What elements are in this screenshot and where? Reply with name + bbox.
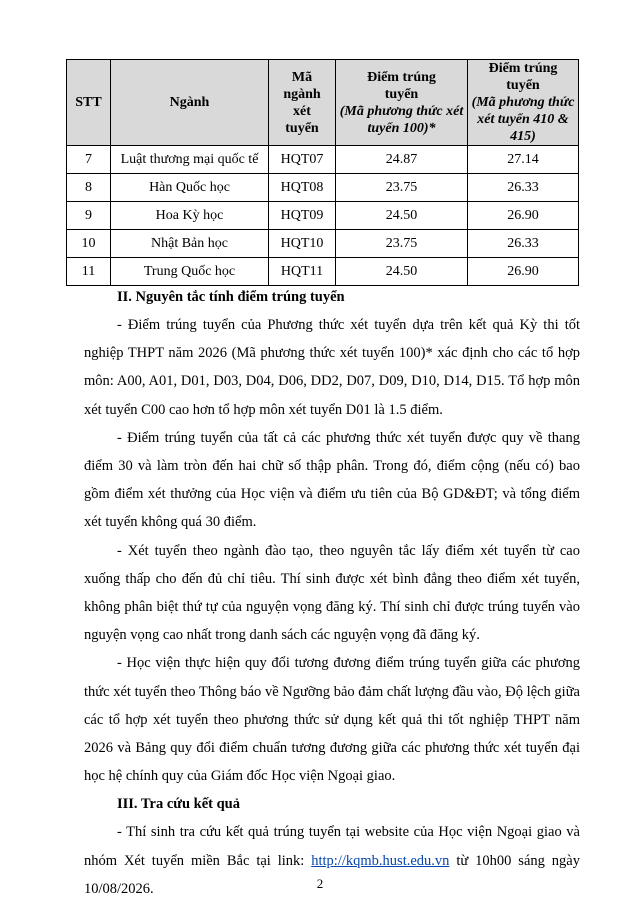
- admission-score-table: [66, 59, 579, 286]
- paragraph-principle-1: - Điểm trúng tuyển của Phương thức xét tuyển dựa trên kết quả Kỳ thi tốt nghiệp THPT năm 2026 (Mã phương thức xét tuyển 100)* xác định cho các tổ hợp môn: A00, A01, D01, D03, D04, D06, DD2, D07, D09, D10, D14, D15. Tổ hợp môn xét tuyển C00 cao hơn tổ hợp môn xét tuyển D01 là 1.5 điểm.: [84, 317, 580, 418]
- cell-nganh: Trung Quốc học: [111, 258, 269, 286]
- cell-stt: 11: [67, 258, 111, 286]
- results-lookup-link[interactable]: http://kqmb.hust.edu.vn: [311, 852, 450, 869]
- cell-stt: 8: [67, 174, 111, 202]
- table-row: [67, 174, 579, 202]
- paragraph-principle-2: - Điểm trúng tuyển của tất cả các phương thức xét tuyển được quy về thang điểm 30 và làm tròn đến hai chữ số thập phân. Trong đó, điểm cộng (nếu có) bao gồm điểm xét thưởng của Học viện và điểm ưu tiên của Bộ GD&ĐT; và tổng điểm xét tuyển không quá 30 điểm.: [84, 429, 580, 531]
- cell-nganh: Luật thương mại quốc tế: [111, 146, 269, 174]
- cell-diem-410: 26.90: [468, 258, 579, 286]
- page-number: 2: [316, 876, 324, 891]
- table-header-row: [67, 60, 579, 146]
- header-diem-100-title: Điểm trúng tuyển: [367, 69, 436, 102]
- cell-nganh: Nhật Bản học: [111, 230, 269, 258]
- cell-ma-nganh: HQT10: [269, 230, 336, 258]
- table-row: [67, 230, 579, 258]
- header-diem-410-title: Điểm trúng tuyển: [488, 61, 558, 93]
- cell-diem-100: 24.50: [336, 202, 468, 230]
- section-heading-principles: II. Nguyên tắc tính điểm trúng tuyển: [117, 289, 345, 305]
- lookup-text-after: từ 10h00 sáng ngày 10/08/2026.: [84, 852, 580, 897]
- table-row: [67, 146, 579, 174]
- cell-diem-410: 26.33: [468, 230, 579, 258]
- cell-ma-nganh: HQT08: [269, 174, 336, 202]
- lookup-text-before: - Thí sinh tra cứu kết quả trúng tuyển tại website của Học viện Ngoại giao và nhóm Xét tuyển miền Bắc tại link:: [84, 824, 580, 869]
- header-diem-410-sub: (Mã phương thức xét tuyển 410 & 415): [471, 95, 575, 144]
- cell-diem-410: 26.33: [468, 174, 579, 202]
- cell-diem-100: 24.50: [336, 258, 468, 286]
- paragraph-principle-4: - Học viện thực hiện quy đổi tương đương điểm trúng tuyển giữa các phương thức xét tuyển theo Thông báo về Ngưỡng bảo đảm chất lượng đầu vào, Độ lệch giữa các tổ hợp xét tuyển theo phương thức sử dụng kết quả thi tốt nghiệp THPT năm 2026 và Bảng quy đổi điểm chuẩn tương đương giữa các phương thức xét tuyển đại học hệ chính quy của Giám đốc Học viện Ngoại giao.: [84, 655, 580, 785]
- cell-nganh: Hàn Quốc học: [111, 174, 269, 202]
- header-ma-nganh: Mã ngành xét tuyển: [269, 60, 336, 146]
- cell-diem-100: 23.75: [336, 230, 468, 258]
- cell-diem-100: 23.75: [336, 174, 468, 202]
- cell-stt: 9: [67, 202, 111, 230]
- header-diem-410: [468, 60, 579, 146]
- header-nganh: Ngành: [111, 60, 269, 146]
- table-row: [67, 202, 579, 230]
- document-body: [84, 283, 580, 903]
- table-row: [67, 258, 579, 286]
- cell-nganh: Hoa Kỳ học: [111, 202, 269, 230]
- cell-ma-nganh: HQT11: [269, 258, 336, 286]
- cell-ma-nganh: HQT09: [269, 202, 336, 230]
- cell-diem-410: 26.90: [468, 202, 579, 230]
- cell-ma-nganh: HQT07: [269, 146, 336, 174]
- header-stt: STT: [67, 60, 111, 146]
- paragraph-principle-3: - Xét tuyển theo ngành đào tạo, theo nguyên tắc lấy điểm xét tuyển từ cao xuống thấp cho đến đủ chỉ tiêu. Thí sinh được xét bình đẳng theo điểm xét tuyển, không phân biệt thứ tự của nguyện vọng đăng ký. Thí sinh chỉ được trúng tuyển vào nguyện vọng cao nhất trong danh sách các nguyện vọng đã đăng ký.: [84, 542, 580, 644]
- cell-diem-410: 27.14: [468, 146, 579, 174]
- section-heading-lookup: III. Tra cứu kết quả: [117, 796, 240, 813]
- header-diem-100: [336, 60, 468, 146]
- cell-diem-100: 24.87: [336, 146, 468, 174]
- header-diem-100-sub: (Mã phương thức xét tuyển 100)*: [339, 103, 464, 136]
- cell-stt: 7: [67, 146, 111, 174]
- cell-stt: 10: [67, 230, 111, 258]
